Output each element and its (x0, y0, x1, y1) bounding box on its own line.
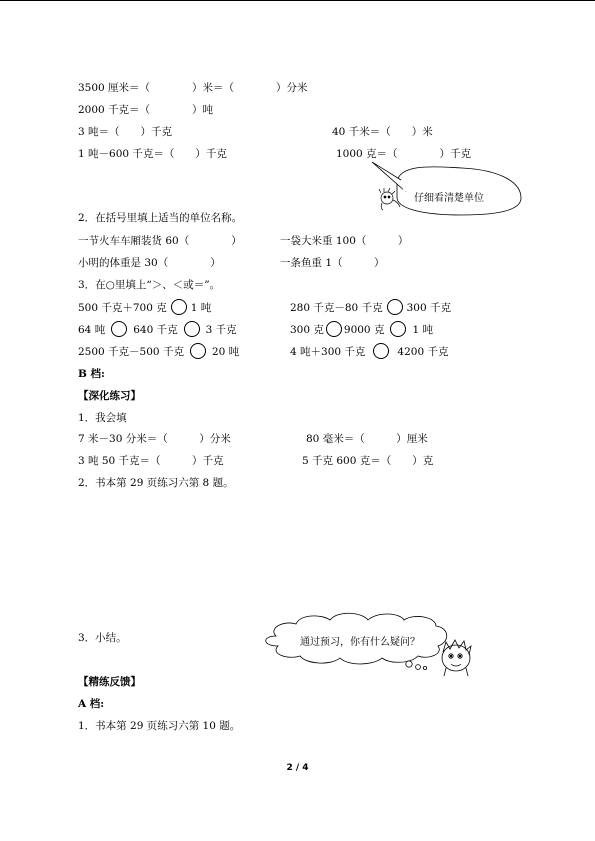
summary-item: 3．小结。 (78, 632, 127, 644)
compare-row-3-left (78, 344, 239, 360)
question-2-item-4: 一条鱼重 1（ ） (280, 257, 385, 269)
compare-expression: 280 千克－80 千克 (290, 302, 383, 314)
compare-row-1-left (78, 300, 211, 316)
conversion-line-3-right: 40 千米＝（ ）米 (332, 126, 433, 138)
page-number: 2 / 4 (286, 763, 309, 773)
feedback-item-1: 1．书本第 29 页练习六第 10 题。 (78, 720, 241, 732)
compare-row-2-left (78, 322, 237, 338)
conversion-line-4-left: 1 吨－600 千克＝（ ）千克 (78, 148, 227, 160)
level-b-label: B 档: (78, 368, 105, 380)
deepen-fill-1-left: 7 米－30 分米＝（ ）分米 (78, 433, 231, 445)
section-heading-deepen: 【深化练习】 (78, 390, 141, 402)
compare-row-2-right (290, 322, 433, 338)
answer-circle[interactable] (111, 321, 127, 337)
compare-expression: 500 千克＋700 克 (78, 302, 167, 314)
deepen-item-1: 1．我会填 (78, 412, 127, 424)
speech-bubble-text: 仔细看清楚单位 (414, 193, 484, 204)
compare-expression: 20 吨 (211, 346, 240, 358)
question-2-item-2: 一袋大米重 100（ ） (280, 235, 409, 247)
answer-circle[interactable] (190, 343, 206, 359)
conversion-line-3-left: 3 吨＝（ ）千克 (78, 126, 173, 138)
compare-expression: 9000 克 (343, 324, 385, 336)
cartoon-face-icon (442, 640, 471, 676)
answer-circle[interactable] (326, 321, 342, 337)
compare-expression: 3 千克 (205, 324, 237, 336)
compare-expression: 4200 千克 (397, 346, 449, 358)
answer-circle[interactable] (387, 299, 403, 315)
deepen-item-2: 2．书本第 29 页练习六第 8 题。 (78, 477, 234, 489)
answer-circle[interactable] (390, 321, 406, 337)
compare-expression: 2500 千克－500 千克 (78, 346, 184, 358)
answer-circle[interactable] (373, 343, 389, 359)
conversion-line-4-right: 1000 克＝（ ）千克 (336, 148, 472, 160)
question-2-item-1: 一节火车车厢装货 60（ ） (78, 235, 242, 247)
conversion-line-1: 3500 厘米＝（ ）米＝（ ）分米 (78, 82, 308, 94)
deepen-fill-2-left: 3 吨 50 千克＝（ ）千克 (78, 455, 224, 467)
compare-row-1-right (290, 300, 451, 316)
level-a-label: A 档: (78, 698, 105, 710)
compare-row-3-right (290, 344, 448, 360)
compare-expression: 4 吨＋300 千克 (290, 346, 366, 358)
question-2-item-3: 小明的体重是 30（ ） (78, 257, 221, 269)
compare-expression: 300 克 (290, 324, 324, 336)
conversion-line-2: 2000 千克＝（ ）吨 (78, 104, 214, 116)
question-3-title: 3．在○里填上“＞、＜或＝”。 (78, 279, 221, 291)
question-2-title: 2．在括号里填上适当的单位名称。 (78, 212, 243, 224)
compare-expression: 1 吨 (412, 324, 433, 336)
answer-circle[interactable] (184, 321, 200, 337)
compare-expression: 300 千克 (406, 302, 451, 314)
compare-expression: 640 千克 (133, 324, 178, 336)
deepen-fill-1-right: 80 毫米＝（ ）厘米 (306, 433, 428, 445)
compare-expression: 64 吨 (78, 324, 106, 336)
answer-circle[interactable] (171, 299, 187, 315)
section-heading-feedback: 【精练反馈】 (78, 676, 141, 688)
compare-expression: 1 吨 (190, 302, 212, 314)
cloud-bubble-text: 通过预习，你有什么疑问？ (300, 637, 420, 648)
deepen-fill-2-right: 5 千克 600 克＝（ ）克 (302, 455, 434, 467)
